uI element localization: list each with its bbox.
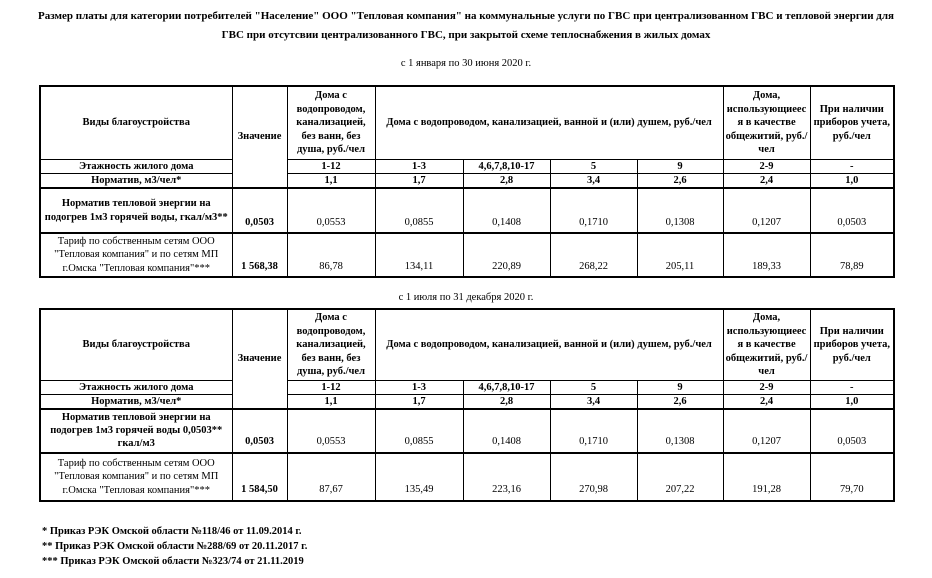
cell: 0,0855 (375, 409, 463, 453)
cell: 2,6 (637, 394, 723, 409)
cell: 0,1207 (723, 188, 810, 233)
cell: 0,1408 (463, 188, 550, 233)
table-header-row (40, 86, 894, 160)
row-floor-count (40, 380, 894, 394)
col-header-no-bath: Дома с водопроводом, канализацией, без ванн, без душа, руб./чел (287, 309, 375, 380)
cell: 9 (637, 160, 723, 174)
cell: - (810, 380, 894, 394)
col-header-dorm: Дома, использующиееся в качестве общежитий, руб./чел (723, 86, 810, 160)
col-header-metered: При наличии приборов учета, руб./чел (810, 86, 894, 160)
footnote-2: ** Приказ РЭК Омской области №288/69 от 20.11.2017 г. (42, 540, 308, 552)
col-header-with-bath: Дома с водопроводом, канализацией, ванной и (или) душем, руб./чел (375, 309, 723, 380)
row-label: Этажность жилого дома (40, 380, 232, 394)
cell: 205,11 (637, 233, 723, 277)
row-label: Тариф по собственным сетям ООО "Тепловая компания" и по сетям МП г.Омска "Тепловая компания"*** (40, 453, 232, 501)
cell: 2,4 (723, 394, 810, 409)
cell: 3,4 (550, 174, 637, 189)
document-title: Размер платы для категории потребителей "Население" ООО "Тепловая компания" на коммунальные услуги по ГВС при централизованном ГВС и тепловой энергии для ГВС при отсутсвии централизованного ГВС, при закрытой схеме теплоснабжения в жилых домах (38, 10, 894, 41)
cell: 223,16 (463, 453, 550, 501)
cell: 189,33 (723, 233, 810, 277)
tariff-table-second-half (39, 308, 895, 502)
period-caption-h1: с 1 января по 30 июня 2020 г. (400, 58, 532, 69)
cell: 2,8 (463, 174, 550, 189)
cell: 2-9 (723, 160, 810, 174)
cell: 5 (550, 380, 637, 394)
row-water-norm (40, 394, 894, 409)
cell: 1-12 (287, 160, 375, 174)
cell: 2,4 (723, 174, 810, 189)
col-header-with-bath: Дома с водопроводом, канализацией, ванной и (или) душем, руб./чел (375, 86, 723, 160)
footnote-3: *** Приказ РЭК Омской области №323/74 от 21.11.2019 (42, 555, 304, 567)
cell: 0,1710 (550, 409, 637, 453)
cell: 0,1308 (637, 409, 723, 453)
row-water-norm (40, 174, 894, 189)
cell: 0,0503 (810, 188, 894, 233)
row-label: Тариф по собственным сетям ООО "Тепловая компания" и по сетям МП г.Омска "Тепловая компания"*** (40, 233, 232, 277)
row-tariff (40, 453, 894, 501)
cell: 5 (550, 160, 637, 174)
row-tariff (40, 233, 894, 277)
cell: 0,1408 (463, 409, 550, 453)
cell: 1-3 (375, 380, 463, 394)
value-cell: 1 584,50 (232, 453, 287, 501)
cell: 270,98 (550, 453, 637, 501)
col-header-dorm: Дома, использующиееся в качестве общежитий, руб./чел (723, 309, 810, 380)
col-header-types: Виды благоустройства (40, 309, 232, 380)
tariff-table-first-half (39, 85, 895, 278)
footnotes-block (42, 524, 932, 569)
cell: 0,0553 (287, 409, 375, 453)
cell: 78,89 (810, 233, 894, 277)
row-heat-energy-norm (40, 409, 894, 453)
cell: 87,67 (287, 453, 375, 501)
cell: 0,0503 (810, 409, 894, 453)
cell: 1,0 (810, 174, 894, 189)
col-header-value: Значение (232, 309, 287, 408)
value-cell: 0,0503 (232, 188, 287, 233)
cell: 2-9 (723, 380, 810, 394)
cell: 1-12 (287, 380, 375, 394)
col-header-no-bath: Дома с водопроводом, канализацией, без ванн, без душа, руб./чел (287, 86, 375, 160)
value-cell: 0,0503 (232, 409, 287, 453)
cell: 4,6,7,8,10-17 (463, 160, 550, 174)
table-header-row (40, 309, 894, 380)
cell: 134,11 (375, 233, 463, 277)
cell: 207,22 (637, 453, 723, 501)
cell: 86,78 (287, 233, 375, 277)
cell: 268,22 (550, 233, 637, 277)
col-header-value: Значение (232, 86, 287, 188)
cell: 220,89 (463, 233, 550, 277)
cell: 79,70 (810, 453, 894, 501)
cell: 1-3 (375, 160, 463, 174)
row-floor-count (40, 160, 894, 174)
row-label: Норматив, м3/чел* (40, 174, 232, 189)
cell: 4,6,7,8,10-17 (463, 380, 550, 394)
cell: 0,0855 (375, 188, 463, 233)
col-header-metered: При наличии приборов учета, руб./чел (810, 309, 894, 380)
footnote-1: * Приказ РЭК Омской области №118/46 от 11.09.2014 г. (42, 525, 302, 537)
cell: 1,1 (287, 394, 375, 409)
cell: 0,1308 (637, 188, 723, 233)
row-label: Норматив тепловой энергии на подогрев 1м3 горячей воды, гкал/м3** (40, 188, 232, 233)
row-label: Норматив тепловой энергии на подогрев 1м3 горячей воды 0,0503** гкал/м3 (40, 409, 232, 453)
period-caption-h2: с 1 июля по 31 декабря 2020 г. (398, 292, 534, 304)
row-label: Норматив, м3/чел* (40, 394, 232, 409)
cell: 0,0553 (287, 188, 375, 233)
col-header-types: Виды благоустройства (40, 86, 232, 160)
cell: 1,0 (810, 394, 894, 409)
cell: - (810, 160, 894, 174)
cell: 3,4 (550, 394, 637, 409)
cell: 1,1 (287, 174, 375, 189)
cell: 2,6 (637, 174, 723, 189)
cell: 135,49 (375, 453, 463, 501)
cell: 1,7 (375, 174, 463, 189)
row-heat-energy-norm (40, 188, 894, 233)
value-cell: 1 568,38 (232, 233, 287, 277)
cell: 2,8 (463, 394, 550, 409)
cell: 191,28 (723, 453, 810, 501)
row-label: Этажность жилого дома (40, 160, 232, 174)
cell: 0,1710 (550, 188, 637, 233)
cell: 0,1207 (723, 409, 810, 453)
cell: 1,7 (375, 394, 463, 409)
cell: 9 (637, 380, 723, 394)
